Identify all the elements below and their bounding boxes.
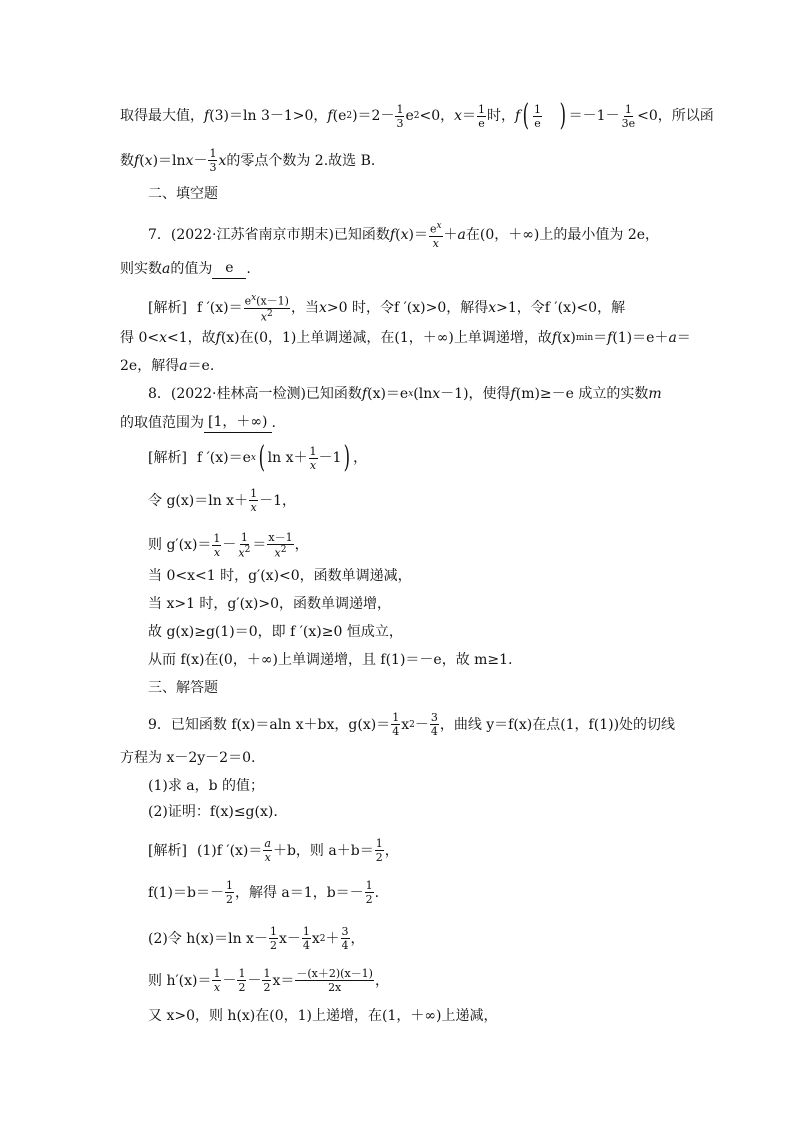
solution-9-line: f(1)＝b＝－ 1 2 ，解得 a＝1，b＝－ 1 2 . [148, 879, 380, 906]
text: (e [332, 108, 347, 124]
solution-8-line: 令 g(x)＝ln x＋ 1 x －1， [148, 487, 296, 514]
text-line: 数 f ( x )＝ln x － 1 3 x 的零点个数为 2.故选 B. [120, 147, 376, 174]
question-8-cont: 的取值范围为 [1，＋∞) . [120, 412, 676, 433]
text: (3)＝ln 3－1>0， [209, 108, 328, 124]
text: f [204, 108, 210, 124]
question-7-cont: 则实数 a 的值为 e . [120, 258, 676, 279]
text: 时， [487, 108, 516, 124]
fraction: 1 e [478, 102, 486, 130]
answer-blank: e [212, 258, 246, 279]
answer-blank: [1，＋∞) [204, 412, 272, 433]
solution-7: [解析] f ′(x)＝ $e^x(x-1)$ $x^2$ ，当 x >0 时，令 f ′(x)>0，解得 x >1，令 f ′(x)<0，解 [148, 293, 626, 324]
question-8: 8．(2022·桂林高一检测)已知函数 f (x)＝e x (ln x －1)，使得 f (m)≥－e 成立的实数 m [148, 386, 662, 402]
text: )＝2－ [352, 108, 395, 124]
fraction: 3 4 [341, 925, 349, 952]
fraction: 1 x [213, 967, 221, 994]
fraction: 1 x [250, 487, 258, 514]
text: 2 [346, 111, 353, 121]
question-7: 7．(2022·江苏省南京市期末)已知函数 f ( x )＝ $e^x$ x ＋ a 在(0，＋∞)上的最小值为 2e， [148, 221, 660, 250]
solution-8-line: 从而 f(x)在(0，＋∞)上单调递增，且 f(1)＝－e，故 m≥1. [148, 652, 513, 668]
text: f [327, 108, 333, 124]
text: ＝ [462, 108, 477, 124]
solution-8-line: 当 x>1 时，g′(x)>0，函数单调递增， [148, 596, 392, 612]
fraction: 1 3e [621, 102, 636, 130]
text: 2 [413, 111, 420, 121]
fraction: 1 $x^2$ [238, 531, 251, 560]
solution-8-line: 当 0<x<1 时，g′(x)<0，函数单调递减， [148, 568, 412, 584]
fraction: 1 3 [396, 102, 404, 130]
solution-9: [解析] (1)f ′(x)＝ a x ＋b，则 a＋b＝ 1 2 ， [148, 837, 399, 864]
solution-8-line: 故 g(x)≥g(1)＝0，即 f ′(x)≥0 恒成立， [148, 624, 403, 640]
fraction: 1 3 [209, 147, 217, 174]
fraction: x－1 $x^2$ [268, 531, 293, 560]
text: ＝－1－ [568, 108, 620, 124]
fraction: $e^x$ x [429, 221, 442, 250]
fraction: 1 4 [392, 711, 400, 738]
text: x [454, 108, 463, 124]
fraction: 1 x [213, 531, 221, 559]
fraction: $e^x(x-1)$ $x^2$ [244, 293, 289, 324]
solution-8: [解析] f ′(x)＝e x ( ln x＋ 1 x －1 ) ， [148, 440, 368, 475]
solution-9-line: (2)令 h(x)＝ln x－ 1 2 x－ 1 4 x 2 ＋ 3 4 ， [148, 925, 365, 952]
text: 数 [120, 152, 134, 169]
fraction: 1 2 [238, 967, 246, 994]
question-9-part: (2)证明：f(x)≤g(x). [148, 804, 278, 820]
fraction: 3 4 [430, 711, 438, 738]
solution-7-end: 2e，解得 a ＝e. [120, 358, 215, 374]
text-line: 取得最大值， f (3)＝ln 3－1>0， f (e 2 )＝2－ 1 3 e 2 <0， x ＝ 1 e 时， f ( 1 e ) ＝－1－ 1 3e <0，所以函 [120, 98, 714, 133]
solution-9-line: 则 h′(x)＝ 1 x － 1 2 － 1 2 x＝ －(x＋2)(x－1) 2x ， [148, 967, 389, 994]
text: 取得最大值， [120, 108, 204, 124]
fraction: 1 4 [302, 925, 310, 952]
section-heading: 三、解答题 [148, 680, 218, 696]
fraction: 1 e [533, 102, 541, 130]
question-9-cont: 方程为 x－2y－2＝0. [120, 750, 256, 766]
text: <0， [419, 108, 455, 124]
fraction: 1 2 [365, 879, 373, 906]
text: f [515, 108, 521, 124]
solution-8-line: 则 g′(x)＝ 1 x － 1 $x^2$ ＝ x－1 $x^2$ ， [148, 531, 309, 560]
fraction: 1 2 [263, 967, 271, 994]
fraction: 1 x [309, 444, 317, 472]
fraction: a x [264, 837, 271, 864]
solution-7-cont: 得 0< x <1，故 f (x)在(0，1)上单调递减，在(1，＋∞)上单调递增，故 f (x) min ＝ f (1)＝e＋ a ＝ [120, 330, 691, 346]
solution-9-line: 又 x>0，则 h(x)在(0，1)上递增，在(1，＋∞)上递减， [148, 1008, 498, 1024]
fraction: 1 2 [375, 837, 383, 864]
fraction: －(x＋2)(x－1) 2x [296, 967, 373, 994]
fraction: 1 2 [225, 879, 233, 906]
section-heading: 二、填空题 [148, 186, 218, 202]
fraction: 1 2 [269, 925, 277, 952]
text: <0，所以函 [637, 108, 714, 124]
text: e [405, 108, 414, 124]
question-9: 9．已知函数 f(x)＝aln x＋bx，g(x)＝ 1 4 x 2 － 3 4 ，曲线 y＝f(x)在点(1，f(1))处的切线 [148, 711, 676, 738]
question-9-part: (1)求 a，b 的值； [148, 778, 265, 794]
